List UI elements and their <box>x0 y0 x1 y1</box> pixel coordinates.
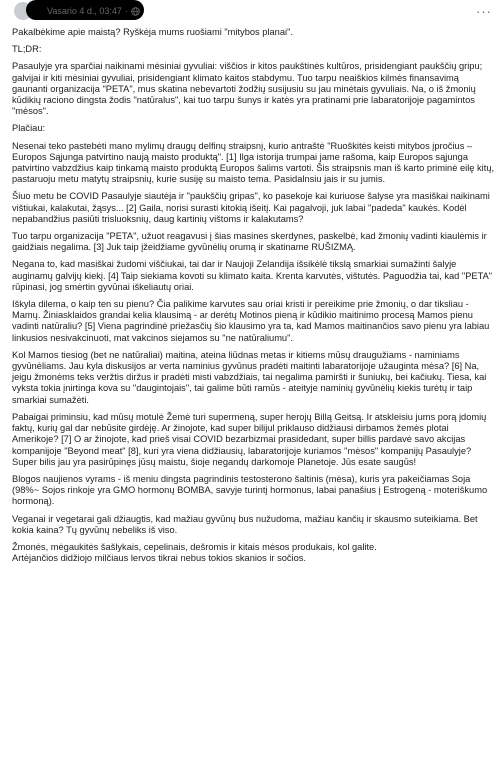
paragraph-gates: Pabaigai priminsiu, kad mūsų motulė Žemė turi supermeną, super herojų Billą Geitsą. Ir atskleisiu jums porą įdomių faktų, kurių gal dar nebūsite girdėję. Ar žinojote, kad super bilijul priklauso didžiausi dirbamos žemės plotai Amerikoje? [7] O ar žinojote, kad prieš visai COVID bezarbizmai prasidedant, super billis pardavė savo akcijas kompanijoje "Beyond meat" [8], kuri yra viena didžiausių, labaratorijoje kuriamos "mėsos" kompanijų Pasaulyje? Super bilis jau yra pasirūpinęs jūsų maistu, šioje negandų darkomoje Planetoje. Jūs esate saugūs! <box>12 411 487 467</box>
paragraph-closing: Artėjančios didžiojo milčiaus lervos tikrai nebus tokios skanios ir sočios. <box>12 553 307 564</box>
paragraph-peta: Tuo tarpu organizacija "PETA", užuot reagavusi į šias masines skerdynes, paskelbė, kad žmonių vadinti kiaulėmis ir gaidžiais negalima. [3] Juk taip įžeidžiame gyvūnėlių orumą ir skatiname RUŠIZMĄ. <box>12 231 487 253</box>
paragraph-tldr: Pasaulyje yra sparčiai naikinami mėsiniai gyvuliai: viščios ir kitos paukštinės kultūros, prisidengiant paukščių gripu; galvijai ir kiti mėsiniai gyvuliai, prisidengiant klimato kaitos stabdymu. Tuo tarpu neaiškios kilmės finansavimą gaunanti organizacija "PETA", mus skatina nebevartoti žodžių susijusiu su jau minėtais gyvuliais. Na, o iš žmonių kūdikių raciono dingsta žodis "natūralus", kai tuo tarpu šunys ir katės yra pratinami prie labaratorijoje pagamintos "mėsos". <box>12 61 483 117</box>
post-timestamp[interactable]: Vasario 4 d., 03:47 <box>47 6 122 16</box>
paragraph-bird-flu: Šiuo metu be COVID Pasaulyje siautėja ir "paukščių gripas", ko pasekoje kai kuriuose šalyse yra masiškai naikinami vištiukai, kalakutai, žąsys... [2] Gaila, norisi surasti kitokią išeitį. Kai pagalvoji, juk labai "padeda" kaukės. Kodėl nepabandžius pasiūti trisluoksnių, daug kartinių vištoms ir kalakutams? <box>12 191 490 224</box>
post-meta: Vasario 4 d., 03:47 · <box>47 6 140 16</box>
paragraph-insects: Nesenai teko pastebėti mano mylimų draugų delfinų straipsnį, kurio antraštė "Ruoškitės keisti mitybos įpročius – Europos Sąjunga patvirtino naują maisto produktą". [1] Ilga istorija trumpai jame rašoma, kaip Europos sąjunga patvirtino vabzdžius kaip tinkamą maisto produktą Europos šalims vartoti. Šis straipsnis man iš karto priminė eilę kitų, pastaruoju metu matytų straipsnių, kurie susiję su maisto tema. Pasidalnsiu jais ir su jumis. <box>12 140 495 185</box>
more-options-icon[interactable]: ··· <box>476 4 492 19</box>
post-body <box>12 27 496 564</box>
post-header <box>0 0 504 26</box>
paragraph-intro: Pakalbėkime apie maistą? Ryškėja mums ruošiami "mitybos planai". <box>12 27 293 37</box>
globe-icon <box>131 7 140 16</box>
paragraph-tldr-heading: TL;DR: <box>12 44 42 55</box>
paragraph-new-zealand: Negana to, kad masiškai žudomi viščiukai, tai dar ir Naujoji Zelandija išsikėlė tikslą smarkiai sumažinti šalyje auginamų galvijų kiekį. [4] Taip siekiama kovoti su klimato kaita. Krenta karvutės, vištutės. Paguodžia tai, kad "PETA" rūpinasi, jog smėrtin gyvūnai iškeliautų oriai. <box>12 259 493 292</box>
paragraph-vegans: Veganai ir vegetarai gali džiaugtis, kad mažiau gyvūnų bus nužudoma, mažiau kančių ir skausmo suteikiama. Bet kokia kaina? Tų gyvūnų nebeliks iš viso. <box>12 513 478 535</box>
paragraph-pets: Kol Mamos tiesiog (bet ne natūraliai) maitina, ateina liūdnas metas ir kitiems mūsų draugužiams - naminiams gyvūnėliams. Jau kyla diskusijos ar verta naminius gyvūnus pradėti maitinti labaratorijoje užauginta mėsa? [6] Na, jeigu žmonėms teks veržtis diržus ir pradėti misti vabzdžiais, tai negalima pamiršti ir šuniukų, bei kačiukų. Tiesa, kai vyksta tokia įnirtinga kova su "daugintojais", tai galime būti ramūs - ateityje naminių gyvūnėlių kiekis turėtų ir taip smarkiai sumažėti. <box>12 349 487 405</box>
paragraph-soy: Blogos naujienos vyrams - iš meniu dingsta pagrindinis testosterono šaltinis (mėsa), kuris yra pakeičiamas Soja (98%~ Sojos rinkoje yra GMO hormonų BOMBA, savyje turintį hormonus, labai panašius į Estrogeną - moteriškumo hormoną). <box>12 473 488 507</box>
paragraph-milk: Iškyla dilema, o kaip ten su pienu? Čia palikime karvutes sau oriai kristi ir pereikime prie žmonių, o dar tiksliau - Mamų. Žiniasklaidos grandai kelia klausimą - ar derėtų Motinos pieną ir kūdikio maitinimo procesą Mamos pienu vadinti natūraliu? [5] Viena pagrindinė priežasčių šio klausimo yra ta, kad Mamos maitinančios savo pienu yra labiau linkusios nesivakcinuoti, mat vakcinos siejamos su "ne natūraliumu". <box>12 299 490 343</box>
paragraph-enjoy: Žmonės, mėgaukitės šašlykais, cepelinais, dešromis ir kitais mėsos produkais, kol galite. <box>12 541 377 552</box>
paragraph-details-heading: Plačiau: <box>12 123 46 134</box>
